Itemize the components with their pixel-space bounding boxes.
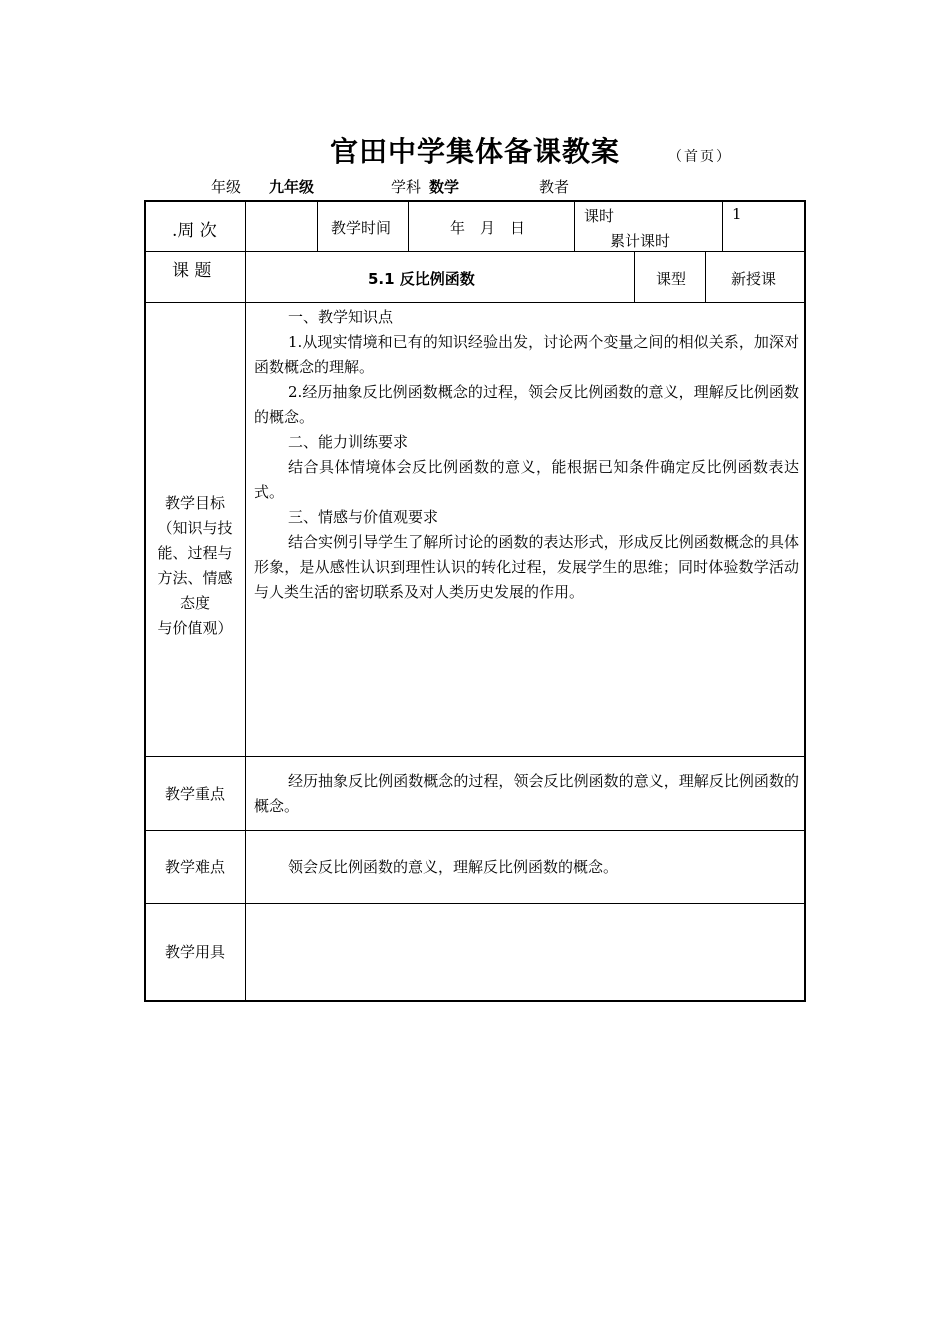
lesson-type-label: 课型 bbox=[656, 270, 687, 288]
goals-heading-emotion: 三、情感与价值观要求 bbox=[288, 508, 439, 526]
goals-label-line: 态度 bbox=[179, 594, 210, 612]
document-title-wrapper bbox=[0, 130, 950, 170]
goals-heading-ability: 二、能力训练要求 bbox=[288, 433, 409, 451]
difficulty-label: 教学难点 bbox=[164, 858, 225, 876]
goals-paragraph: 结合具体情境体会反比例函数的意义，能根据已知条件确定反比例函数表达式。 bbox=[254, 458, 799, 501]
goals-label-line: （知识与技 bbox=[157, 519, 233, 537]
key-point-text: 经历抽象反比例函数概念的过程，领会反比例函数的意义，理解反比例函数的概念。 bbox=[254, 772, 799, 815]
goals-paragraph: 结合实例引导学生了解所讨论的函数的表达形式，形成反比例函数概念的具体形象，是从感性认识到理性认识的转化过程，发展学生的思维；同时体验数学活动与人类生活的密切联系及对人类历史发展的作用。 bbox=[254, 533, 799, 601]
topic-value: 5.1 反比例函数 bbox=[368, 270, 475, 288]
teaching-time-label: 教学时间 bbox=[331, 219, 392, 237]
subject-label: 学科 bbox=[391, 178, 422, 196]
topic-label: 课 题 bbox=[172, 261, 212, 281]
goals-paragraph: 1.从现实情境和已有的知识经验出发，讨论两个变量之间的相似关系，加深对函数概念的理解。 bbox=[254, 333, 799, 376]
key-point-label: 教学重点 bbox=[164, 785, 225, 803]
tools-label: 教学用具 bbox=[164, 943, 225, 961]
document-title: 官田中学集体备课教案 bbox=[329, 135, 620, 168]
goals-label-line: 与价值观） bbox=[157, 619, 233, 637]
goals-heading-knowledge: 一、教学知识点 bbox=[288, 308, 394, 326]
key-point-content bbox=[254, 769, 799, 819]
goals-paragraph: 2.经历抽象反比例函数概念的过程，领会反比例函数的意义，理解反比例函数的概念。 bbox=[254, 383, 799, 426]
goals-label bbox=[145, 491, 245, 641]
cumulative-period-label: 累计课时 bbox=[610, 232, 671, 250]
grade-value: 九年级 bbox=[269, 178, 315, 196]
goals-content bbox=[254, 305, 799, 605]
subject-value: 数学 bbox=[429, 178, 460, 196]
lesson-type-value: 新授课 bbox=[731, 270, 777, 288]
teacher-label: 教者 bbox=[539, 178, 570, 196]
goals-label-line: 方法、情感 bbox=[157, 569, 233, 587]
document-subtitle: （首页） bbox=[668, 149, 732, 165]
goals-label-line: 教学目标 bbox=[164, 494, 225, 512]
goals-label-line: 能、过程与 bbox=[157, 544, 233, 562]
teaching-date: 年 月 日 bbox=[450, 219, 526, 237]
week-label: .周 次 bbox=[172, 221, 217, 241]
difficulty-content bbox=[254, 855, 799, 880]
difficulty-text: 领会反比例函数的意义，理解反比例函数的概念。 bbox=[288, 858, 619, 876]
period-value: 1 bbox=[732, 205, 742, 223]
period-label: 课时 bbox=[584, 207, 615, 225]
grade-label: 年级 bbox=[211, 178, 242, 196]
